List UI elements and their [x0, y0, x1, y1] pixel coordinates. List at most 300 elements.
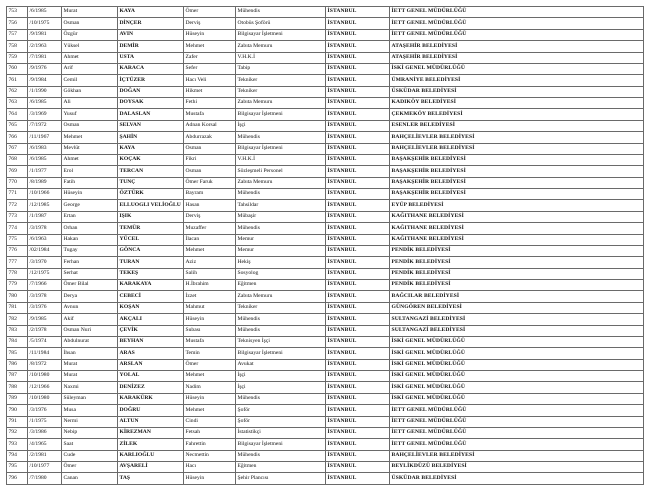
cell-surname: DALASLAN [118, 109, 184, 120]
cell-occupation: Hekiş [236, 257, 326, 268]
cell-institution: PENDİK BELEDİYESİ [390, 268, 644, 279]
cell-father-name: Mehmet [184, 41, 236, 52]
cell-name: Fatih [62, 177, 118, 188]
cell-no: 773 [7, 211, 28, 222]
cell-date: /7/1966 [28, 280, 62, 291]
cell-institution: İETT GENEL MÜDÜRLÜĞÜ [390, 29, 644, 40]
cell-city: İSTANBUL [326, 302, 390, 313]
cell-date: /6/1985 [28, 7, 62, 18]
cell-date: /3/1978 [28, 291, 62, 302]
cell-city: İSTANBUL [326, 52, 390, 63]
cell-occupation: Mühendis [236, 314, 326, 325]
table-row [7, 109, 644, 120]
cell-city: İSTANBUL [326, 109, 390, 120]
table-row [7, 200, 644, 211]
cell-institution: SULTANGAZİ BELEDİYESİ [390, 325, 644, 336]
cell-institution: İSKİ GENEL MÜDÜRLÜĞÜ [390, 393, 644, 404]
cell-surname: DEMİR [118, 41, 184, 52]
cell-surname: ZİLEK [118, 439, 184, 450]
cell-surname: DOĞAN [118, 86, 184, 97]
cell-surname: KOŞAN [118, 302, 184, 313]
cell-occupation: Mühendis [236, 132, 326, 143]
cell-surname: TEKEŞ [118, 268, 184, 279]
cell-city: İSTANBUL [326, 41, 390, 52]
cell-surname: AVIN [118, 29, 184, 40]
cell-institution: GÜNGÖREN BELEDİYESİ [390, 302, 644, 313]
registry-table-body [7, 7, 644, 485]
cell-city: İSTANBUL [326, 166, 390, 177]
cell-name: Osman Nuri [62, 325, 118, 336]
cell-name: Ertan [62, 211, 118, 222]
cell-name: Tugay [62, 245, 118, 256]
table-row [7, 189, 644, 200]
cell-city: İSTANBUL [326, 348, 390, 359]
cell-city: İSTANBUL [326, 393, 390, 404]
cell-name: Ali [62, 98, 118, 109]
cell-city: İSTANBUL [326, 257, 390, 268]
cell-institution: BAĞCILAR BELEDİYESİ [390, 291, 644, 302]
cell-no: 770 [7, 177, 28, 188]
cell-surname: ALTUN [118, 416, 184, 427]
table-row [7, 314, 644, 325]
cell-father-name: Osman [184, 166, 236, 177]
table-row [7, 223, 644, 234]
cell-date: /2/1978 [28, 325, 62, 336]
table-row [7, 63, 644, 74]
cell-occupation: Avukat [236, 359, 326, 370]
cell-no: 782 [7, 314, 28, 325]
cell-occupation: İşçi [236, 120, 326, 131]
cell-no: 790 [7, 405, 28, 416]
cell-date: /7/1972 [28, 120, 62, 131]
cell-city: İSTANBUL [326, 120, 390, 131]
cell-date: /2/1981 [28, 450, 62, 461]
cell-city: İSTANBUL [326, 234, 390, 245]
cell-date: /1/1977 [28, 166, 62, 177]
cell-city: İSTANBUL [326, 371, 390, 382]
cell-surname: KARAKAYA [118, 280, 184, 291]
cell-father-name: Hüseyin [184, 29, 236, 40]
cell-father-name: Muzaffer [184, 223, 236, 234]
table-row [7, 177, 644, 188]
cell-name: Murat [62, 7, 118, 18]
cell-institution: BAŞAKŞEHİR BELEDİYESİ [390, 177, 644, 188]
cell-father-name: Mustafa [184, 109, 236, 120]
cell-father-name: Derviş [184, 18, 236, 29]
cell-date: /3/1970 [28, 257, 62, 268]
cell-name: Mevlüt [62, 143, 118, 154]
cell-date: /9/1984 [28, 75, 62, 86]
cell-institution: PENDİK BELEDİYESİ [390, 280, 644, 291]
cell-occupation: Mühendis [236, 450, 326, 461]
cell-occupation: Tabip [236, 63, 326, 74]
cell-date: /9/1985 [28, 314, 62, 325]
table-row [7, 473, 644, 484]
cell-father-name: Sefer [184, 63, 236, 74]
cell-no: 793 [7, 439, 28, 450]
cell-date: /12/1966 [28, 382, 62, 393]
cell-city: İSTANBUL [326, 268, 390, 279]
cell-surname: KAYA [118, 143, 184, 154]
cell-institution: KADIKÖY BELEDİYESİ [390, 98, 644, 109]
cell-father-name: Osman [184, 143, 236, 154]
table-row [7, 393, 644, 404]
cell-no: 787 [7, 371, 28, 382]
cell-no: 768 [7, 154, 28, 165]
cell-city: İSTANBUL [326, 223, 390, 234]
cell-institution: İSKİ GENEL MÜDÜRLÜĞÜ [390, 382, 644, 393]
table-row [7, 268, 644, 279]
cell-no: 769 [7, 166, 28, 177]
cell-surname: KARAKÜRK [118, 393, 184, 404]
cell-city: İSTANBUL [326, 86, 390, 97]
cell-name: İhsan [62, 348, 118, 359]
cell-occupation: Zabıta Memuru [236, 291, 326, 302]
cell-city: İSTANBUL [326, 18, 390, 29]
table-row [7, 450, 644, 461]
cell-institution: BAŞAKŞEHİR BELEDİYESİ [390, 166, 644, 177]
table-row [7, 86, 644, 97]
cell-no: 778 [7, 268, 28, 279]
cell-date: /4/1965 [28, 439, 62, 450]
cell-date: /12/1985 [28, 200, 62, 211]
cell-occupation: İşçi [236, 371, 326, 382]
cell-surname: AKÇALI [118, 314, 184, 325]
cell-city: İSTANBUL [326, 189, 390, 200]
cell-name: Musa [62, 405, 118, 416]
cell-institution: ATAŞEHİR BELEDİYESİ [390, 41, 644, 52]
cell-occupation: Eğitmen [236, 462, 326, 473]
cell-date: /1/1990 [28, 86, 62, 97]
table-row [7, 120, 644, 131]
cell-no: 761 [7, 75, 28, 86]
cell-date: /02/1984 [28, 245, 62, 256]
cell-date: /12/1975 [28, 268, 62, 279]
cell-name: Serhat [62, 268, 118, 279]
table-row [7, 371, 644, 382]
cell-occupation: Mühendis [236, 189, 326, 200]
cell-name: Mehmet [62, 132, 118, 143]
cell-city: İSTANBUL [326, 325, 390, 336]
document-page [0, 6, 650, 481]
cell-institution: SULTANGAZİ BELEDİYESİ [390, 314, 644, 325]
cell-date: /7/1981 [28, 52, 62, 63]
cell-father-name: Fikri [184, 154, 236, 165]
cell-city: İSTANBUL [326, 416, 390, 427]
cell-date: /6/1983 [28, 143, 62, 154]
cell-date: /3/1969 [28, 109, 62, 120]
cell-name: Erol [62, 166, 118, 177]
cell-institution: EYÜP BELEDİYESİ [390, 200, 644, 211]
cell-city: İSTANBUL [326, 291, 390, 302]
cell-surname: TAŞ [118, 473, 184, 484]
cell-institution: PENDİK BELEDİYESİ [390, 257, 644, 268]
table-row [7, 166, 644, 177]
cell-institution: İSKİ GENEL MÜDÜRLÜĞÜ [390, 371, 644, 382]
cell-surname: KARACA [118, 63, 184, 74]
cell-occupation: Bilgisayar İşletmeni [236, 348, 326, 359]
cell-father-name: Nadim [184, 382, 236, 393]
cell-name: Derya [62, 291, 118, 302]
cell-name: Ömer [62, 462, 118, 473]
table-row [7, 41, 644, 52]
cell-occupation: Sosyolog [236, 268, 326, 279]
cell-no: 785 [7, 348, 28, 359]
cell-institution: BAŞAKŞEHİR BELEDİYESİ [390, 189, 644, 200]
cell-no: 762 [7, 86, 28, 97]
cell-institution: İETT GENEL MÜDÜRLÜĞÜ [390, 7, 644, 18]
cell-surname: ÇEVİK [118, 325, 184, 336]
cell-name: Nebip [62, 427, 118, 438]
cell-father-name: Hacı [184, 462, 236, 473]
cell-institution: PENDİK BELEDİYESİ [390, 245, 644, 256]
cell-occupation: Mühendis [236, 7, 326, 18]
cell-occupation: Zabıta Memuru [236, 177, 326, 188]
cell-name: Hüseyin [62, 189, 118, 200]
cell-institution: BEYLİKDÜZÜ BELEDİYESİ [390, 462, 644, 473]
cell-occupation: Şehir Plancısı [236, 473, 326, 484]
cell-city: İSTANBUL [326, 462, 390, 473]
cell-city: İSTANBUL [326, 63, 390, 74]
cell-surname: DOĞRU [118, 405, 184, 416]
table-row [7, 29, 644, 40]
cell-occupation: Mühendis [236, 393, 326, 404]
cell-name: Cude [62, 450, 118, 461]
cell-occupation: İstatistikçi [236, 427, 326, 438]
cell-no: 776 [7, 245, 28, 256]
cell-institution: KAĞITHANE BELEDİYESİ [390, 234, 644, 245]
cell-surname: KARLIOĞLU [118, 450, 184, 461]
cell-father-name: Ömer [184, 7, 236, 18]
cell-no: 779 [7, 280, 28, 291]
cell-name: George [62, 200, 118, 211]
cell-date: /8/1972 [28, 359, 62, 370]
cell-father-name: Salih [184, 268, 236, 279]
cell-father-name: Aziz [184, 257, 236, 268]
cell-father-name: Bayram [184, 189, 236, 200]
cell-surname: AVŞARELİ [118, 462, 184, 473]
cell-date: /10/1980 [28, 393, 62, 404]
cell-surname: TERCAN [118, 166, 184, 177]
cell-date: /6/1963 [28, 234, 62, 245]
cell-city: İSTANBUL [326, 405, 390, 416]
cell-city: İSTANBUL [326, 29, 390, 40]
cell-occupation: Mühendis [236, 325, 326, 336]
cell-city: İSTANBUL [326, 245, 390, 256]
cell-surname: YÜCEL [118, 234, 184, 245]
table-row [7, 302, 644, 313]
cell-no: 786 [7, 359, 28, 370]
cell-father-name: H.İbrahim [184, 280, 236, 291]
cell-name: Orhan [62, 223, 118, 234]
cell-father-name: Derviş [184, 211, 236, 222]
cell-no: 794 [7, 450, 28, 461]
cell-no: 774 [7, 223, 28, 234]
cell-city: İSTANBUL [326, 132, 390, 143]
cell-occupation: Bilgisayar İşletmeni [236, 439, 326, 450]
cell-institution: KAĞITHANE BELEDİYESİ [390, 223, 644, 234]
cell-date: /10/1975 [28, 18, 62, 29]
cell-institution: İETT GENEL MÜDÜRLÜĞÜ [390, 427, 644, 438]
cell-father-name: Necmettin [184, 450, 236, 461]
cell-surname: DENİZEZ [118, 382, 184, 393]
cell-surname: ELLUOGLI VELİOĞLU [118, 200, 184, 211]
table-row [7, 325, 644, 336]
cell-no: 760 [7, 63, 28, 74]
cell-surname: KOÇAK [118, 154, 184, 165]
cell-surname: DOYSAK [118, 98, 184, 109]
cell-surname: KAYA [118, 7, 184, 18]
cell-name: Naxmi [62, 382, 118, 393]
cell-city: İSTANBUL [326, 143, 390, 154]
table-row [7, 257, 644, 268]
cell-surname: CEBECİ [118, 291, 184, 302]
cell-date: /1/1987 [28, 211, 62, 222]
cell-date: /6/1985 [28, 98, 62, 109]
cell-city: İSTANBUL [326, 473, 390, 484]
table-row [7, 336, 644, 347]
cell-father-name: Hikmet [184, 86, 236, 97]
cell-surname: DİNÇER [118, 18, 184, 29]
cell-no: 756 [7, 18, 28, 29]
registry-table [6, 6, 644, 485]
table-row [7, 211, 644, 222]
cell-surname: ARAS [118, 348, 184, 359]
cell-occupation: Otobüs Şoförü [236, 18, 326, 29]
table-row [7, 359, 644, 370]
cell-institution: İETT GENEL MÜDÜRLÜĞÜ [390, 416, 644, 427]
cell-date: /3/1986 [28, 427, 62, 438]
cell-name: Osman [62, 18, 118, 29]
cell-name: Süleyman [62, 393, 118, 404]
cell-occupation: V.H.K.İ [236, 52, 326, 63]
cell-date: /3/1978 [28, 223, 62, 234]
cell-surname: IŞIK [118, 211, 184, 222]
cell-surname: SELVAN [118, 120, 184, 131]
cell-occupation: Tekniker [236, 75, 326, 86]
table-row [7, 234, 644, 245]
cell-surname: ARSLAN [118, 359, 184, 370]
cell-city: İSTANBUL [326, 177, 390, 188]
table-row [7, 348, 644, 359]
cell-date: /11/1967 [28, 132, 62, 143]
cell-father-name: Hüseyin [184, 393, 236, 404]
cell-father-name: Ömer Faruk [184, 177, 236, 188]
cell-date: /9/1976 [28, 63, 62, 74]
cell-father-name: Mahmut [184, 302, 236, 313]
cell-no: 771 [7, 189, 28, 200]
cell-occupation: Zabıta Memuru [236, 41, 326, 52]
cell-institution: BAHÇELİEVLER BELEDİYESİ [390, 450, 644, 461]
cell-date: /11/1984 [28, 348, 62, 359]
cell-name: Akif [62, 314, 118, 325]
cell-no: 753 [7, 7, 28, 18]
cell-institution: İETT GENEL MÜDÜRLÜĞÜ [390, 18, 644, 29]
cell-occupation: Mübaşir [236, 211, 326, 222]
cell-surname: TEMÜR [118, 223, 184, 234]
cell-surname: İÇTÜZER [118, 75, 184, 86]
cell-no: 759 [7, 52, 28, 63]
cell-institution: KAĞITHANE BELEDİYESİ [390, 211, 644, 222]
cell-date: /10/1977 [28, 462, 62, 473]
cell-no: 788 [7, 382, 28, 393]
cell-father-name: Mustafa [184, 336, 236, 347]
cell-institution: ATAŞEHİR BELEDİYESİ [390, 52, 644, 63]
cell-city: İSTANBUL [326, 314, 390, 325]
cell-surname: YOLAL [118, 371, 184, 382]
cell-occupation: Tekniker [236, 86, 326, 97]
cell-city: İSTANBUL [326, 382, 390, 393]
cell-surname: TURAN [118, 257, 184, 268]
cell-father-name: Temin [184, 348, 236, 359]
cell-no: 767 [7, 143, 28, 154]
cell-occupation: Mühendis [236, 223, 326, 234]
cell-name: Özgür [62, 29, 118, 40]
cell-institution: ÜMRANİYE BELEDİYESİ [390, 75, 644, 86]
cell-father-name: Mehmet [184, 245, 236, 256]
cell-occupation: Şoför [236, 416, 326, 427]
cell-occupation: Eğitmen [236, 280, 326, 291]
cell-name: Gökhan [62, 86, 118, 97]
table-row [7, 7, 644, 18]
cell-city: İSTANBUL [326, 427, 390, 438]
table-row [7, 416, 644, 427]
cell-name: Saat [62, 439, 118, 450]
cell-city: İSTANBUL [326, 439, 390, 450]
cell-name: Canan [62, 473, 118, 484]
cell-father-name: Fahrettin [184, 439, 236, 450]
cell-no: 763 [7, 98, 28, 109]
cell-no: 792 [7, 427, 28, 438]
cell-institution: İSKİ GENEL MÜDÜRLÜĞÜ [390, 63, 644, 74]
cell-father-name: Ömer [184, 359, 236, 370]
cell-institution: ÜSKÜDAR BELEDİYESİ [390, 86, 644, 97]
cell-name: Abdulnurat [62, 336, 118, 347]
cell-institution: İETT GENEL MÜDÜRLÜĞÜ [390, 439, 644, 450]
cell-occupation: Zabıta Memuru [236, 98, 326, 109]
table-row [7, 280, 644, 291]
cell-name: Avnun [62, 302, 118, 313]
cell-surname: ŞAHİN [118, 132, 184, 143]
cell-father-name: Abdurrazak [184, 132, 236, 143]
cell-city: İSTANBUL [326, 211, 390, 222]
cell-no: 784 [7, 336, 28, 347]
cell-institution: İSKİ GENEL MÜDÜRLÜĞÜ [390, 348, 644, 359]
cell-no: 796 [7, 473, 28, 484]
cell-occupation: İşçi [236, 382, 326, 393]
cell-father-name: Cindi [184, 416, 236, 427]
cell-no: 757 [7, 29, 28, 40]
table-row [7, 98, 644, 109]
cell-no: 791 [7, 416, 28, 427]
cell-no: 777 [7, 257, 28, 268]
cell-occupation: Memur [236, 245, 326, 256]
cell-father-name: Mehmet [184, 371, 236, 382]
cell-occupation: Bilgisayar İşletmeni [236, 109, 326, 120]
cell-name: Arif [62, 63, 118, 74]
cell-city: İSTANBUL [326, 280, 390, 291]
cell-institution: ÇEKMEKÖY BELEDİYESİ [390, 109, 644, 120]
cell-surname: GÖNCA [118, 245, 184, 256]
cell-no: 758 [7, 41, 28, 52]
cell-father-name: Hasan [184, 200, 236, 211]
cell-name: Murat [62, 371, 118, 382]
cell-date: /9/1981 [28, 29, 62, 40]
cell-occupation: Bilgisayar İşletmeni [236, 29, 326, 40]
cell-name: Hakan [62, 234, 118, 245]
cell-father-name: Subası [184, 325, 236, 336]
cell-no: 783 [7, 325, 28, 336]
